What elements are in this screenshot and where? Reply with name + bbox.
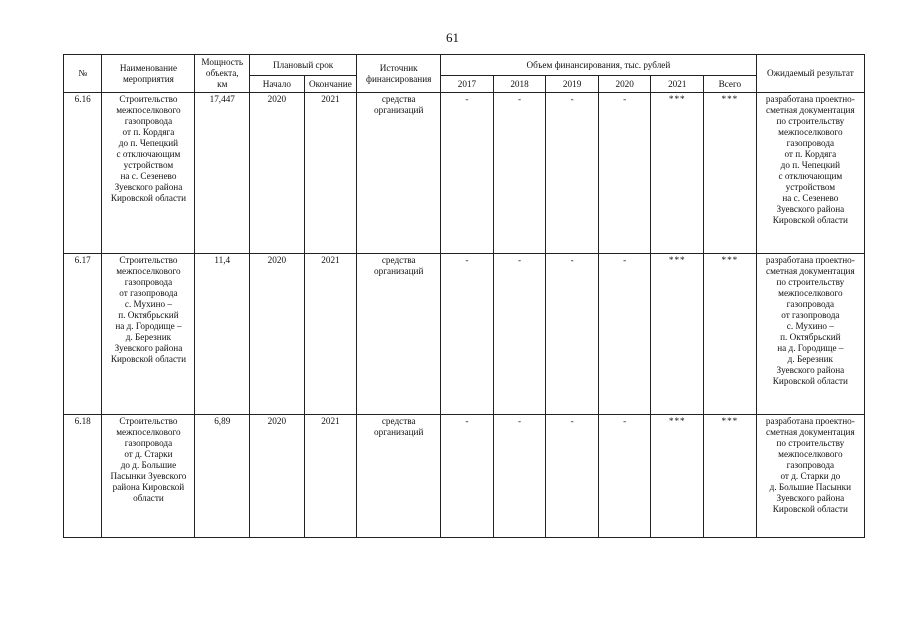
table-row [64, 254, 865, 415]
row-funding-2020: - [598, 254, 651, 415]
page-number: 61 [446, 30, 459, 45]
table-row [64, 415, 865, 538]
row-funding-2021: *** [651, 254, 704, 415]
row-funding-2019: - [546, 93, 599, 254]
row-name: Строительство межпоселкового газопровода от д. Старки до д. Большие Пасынки Зуевского района Кировской области [102, 415, 195, 538]
header-capacity: Мощность объекта, км [195, 55, 250, 93]
row-num: 6.16 [64, 93, 102, 254]
row-start: 2020 [250, 254, 305, 415]
row-result: разработана проектно- сметная документация по строительству межпоселкового газопровода от п. Кордяга до п. Чепецкий с отключающим устройством на с. Сезенево Зуевского района Кировской области [756, 93, 864, 254]
row-funding-2018: - [493, 254, 546, 415]
row-funding-2018: - [493, 93, 546, 254]
row-funding-total: *** [704, 415, 757, 538]
row-funding-2017: - [441, 254, 494, 415]
row-funding-2021: *** [651, 93, 704, 254]
header-name: Наименование мероприятия [102, 55, 195, 93]
header-term-start: Начало [250, 76, 305, 93]
row-capacity: 17,447 [195, 93, 250, 254]
row-num: 6.17 [64, 254, 102, 415]
row-end: 2021 [304, 93, 357, 254]
row-result: разработана проектно- сметная документация по строительству межпоселкового газопровода от д. Старки до д. Большие Пасынки Зуевского района Кировской области [756, 415, 864, 538]
row-funding-2019: - [546, 415, 599, 538]
table-row [64, 93, 865, 254]
row-end: 2021 [304, 415, 357, 538]
row-funding-2020: - [598, 415, 651, 538]
header-term: Плановый срок [250, 55, 357, 76]
header-year-2018: 2018 [493, 76, 546, 93]
row-source: средства организаций [357, 415, 441, 538]
row-funding-2019: - [546, 254, 599, 415]
header-funding: Объем финансирования, тыс. рублей [441, 55, 757, 76]
row-source: средства организаций [357, 93, 441, 254]
row-funding-total: *** [704, 93, 757, 254]
row-start: 2020 [250, 415, 305, 538]
row-funding-2017: - [441, 93, 494, 254]
row-name: Строительство межпоселкового газопровода от газопровода с. Мухино – п. Октябрьский на д. Городище – д. Березник Зуевского района Кировской области [102, 254, 195, 415]
header-num: № [64, 55, 102, 93]
row-start: 2020 [250, 93, 305, 254]
row-funding-2020: - [598, 93, 651, 254]
measures-table [63, 54, 865, 538]
header-year-2019: 2019 [546, 76, 599, 93]
row-funding-2018: - [493, 415, 546, 538]
table-header-row [64, 55, 865, 76]
row-num: 6.18 [64, 415, 102, 538]
header-total: Всего [704, 76, 757, 93]
row-capacity: 6,89 [195, 415, 250, 538]
header-year-2021: 2021 [651, 76, 704, 93]
row-capacity: 11,4 [195, 254, 250, 415]
row-source: средства организаций [357, 254, 441, 415]
row-end: 2021 [304, 254, 357, 415]
header-year-2017: 2017 [441, 76, 494, 93]
row-result: разработана проектно- сметная документация по строительству межпоселкового газопровода от газопровода с. Мухино – п. Октябрьский на д. Городище – д. Березник Зуевского района Кировской области [756, 254, 864, 415]
header-result: Ожидаемый результат [756, 55, 864, 93]
row-funding-total: *** [704, 254, 757, 415]
header-source: Источник финансирования [357, 55, 441, 93]
row-funding-2021: *** [651, 415, 704, 538]
row-funding-2017: - [441, 415, 494, 538]
header-year-2020: 2020 [598, 76, 651, 93]
header-term-end: Окончание [304, 76, 357, 93]
row-name: Строительство межпоселкового газопровода от п. Кордяга до п. Чепецкий с отключающим устройством на с. Сезенево Зуевского района Кировской области [102, 93, 195, 254]
